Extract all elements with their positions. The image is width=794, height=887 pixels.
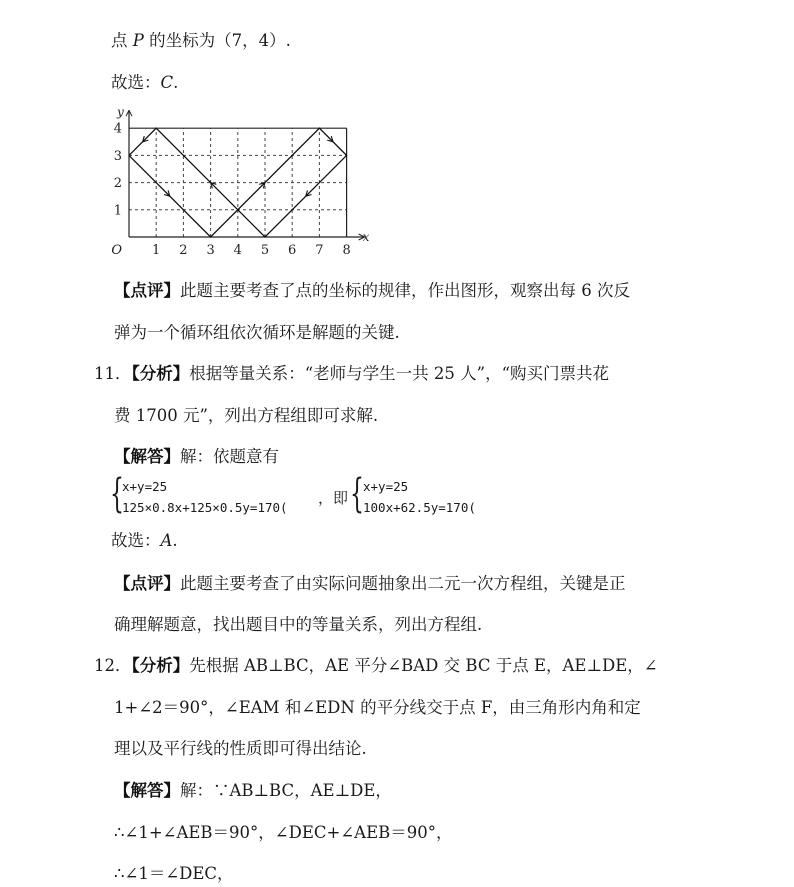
system-separator: ，即 <box>318 489 349 507</box>
x-tick-label: 1 <box>152 243 161 255</box>
text-line-1: 点 P 的坐标为（7，4）. <box>111 31 291 50</box>
q12-solution-heading: 【解答】解：∵AB⊥BC，AE⊥DE， <box>114 781 392 800</box>
origin-label: O <box>111 243 122 255</box>
comment-10-line-1: 【点评】此题主要考查了点的坐标的规律，作出图形，观察出每 6 次反 <box>114 281 630 300</box>
equation-system-1: x+y=25 125×0.8x+125×0.5y=170( <box>122 479 288 515</box>
x-tick-label: 4 <box>233 243 242 255</box>
y-tick-label: 2 <box>113 176 122 192</box>
coordinate-graph <box>108 103 393 255</box>
q12-step-2: ∴∠1＝∠DEC， <box>114 864 234 883</box>
q11-analysis-line-2: 费 1700 元”，列出方程组即可求解. <box>114 406 379 425</box>
q11-analysis-line-1: 11．【分析】根据等量关系：“老师与学生一共 25 人”，“购买门票共花 <box>94 364 610 383</box>
y-tick-label: 3 <box>113 148 122 164</box>
q11-solution-heading: 【解答】解：依题意有 <box>114 447 279 466</box>
x-tick-label: 3 <box>206 243 215 255</box>
q12-analysis-line-2: 1+∠2＝90°，∠EAM 和∠EDN 的平分线交于点 F，由三角形内角和定 <box>114 698 641 717</box>
y-axis-label: y <box>117 105 124 120</box>
q12-step-1: ∴∠1+∠AEB＝90°，∠DEC+∠AEB＝90°， <box>114 823 453 842</box>
comment-11-line-2: 确理解题意，找出题目中的等量关系，列出方程组. <box>114 615 483 634</box>
y-tick-label: 4 <box>113 121 122 137</box>
left-brace-1: { <box>110 471 124 517</box>
grid-lines <box>129 128 347 237</box>
left-brace-2: { <box>350 471 364 517</box>
axes <box>126 110 365 240</box>
x-tick-label: 6 <box>288 243 297 255</box>
q12-analysis-line-3: 理以及平行线的性质即可得出结论. <box>114 739 367 758</box>
text-line-answer-10: 故选：C. <box>111 73 179 92</box>
x-tick-label: 7 <box>315 243 324 255</box>
x-tick-label: 5 <box>260 243 270 255</box>
x-axis-label: x <box>362 230 370 244</box>
x-tick-label: 2 <box>179 243 188 255</box>
q12-analysis-line-1: 12．【分析】先根据 AB⊥BC，AE 平分∠BAD 交 BC 于点 E，AE⊥DE，∠ <box>94 656 658 675</box>
text-line-answer-11: 故选：A. <box>111 531 178 550</box>
x-tick-label: 8 <box>342 243 351 255</box>
comment-11-line-1: 【点评】此题主要考查了由实际问题抽象出二元一次方程组，关键是正 <box>114 574 626 593</box>
y-tick-label: 1 <box>113 203 122 219</box>
comment-10-line-2: 弹为一个循环组依次循环是解题的关键. <box>114 323 400 342</box>
equation-system-2: x+y=25 100x+62.5y=170( <box>363 479 476 515</box>
